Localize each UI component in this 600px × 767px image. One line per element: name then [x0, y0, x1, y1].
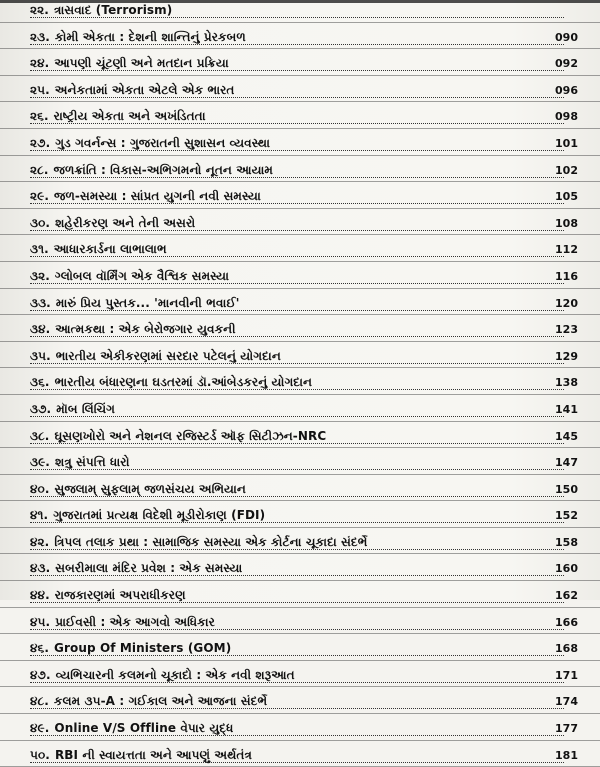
toc-entry-label: પ્રાઈવસી : એક આગવો અધિકાર	[55, 614, 215, 629]
toc-entry-label: જળક્રાંતિ : વિકાસ-અભિગમનો નૂતન આયામ	[53, 162, 274, 177]
toc-entry-number: ૪૮.	[30, 694, 49, 709]
toc-entry-number: ૨૪.	[30, 56, 50, 71]
toc-entry-label: ગુડ ગવર્નન્સ : ગુજરાતની સુશાસન વ્યવસ્થા	[55, 135, 271, 150]
toc-entry	[0, 714, 600, 741]
toc-entry-title	[30, 3, 172, 18]
toc-entry-page-number: 123	[555, 323, 578, 337]
toc-entry-title	[30, 296, 240, 311]
toc-entry-title	[30, 641, 231, 656]
toc-entry	[0, 49, 600, 76]
toc-entry	[0, 23, 600, 50]
toc-entry-label: કોમી એકતા : દેશની શાન્તિનું પ્રેરકબળ	[54, 29, 246, 44]
toc-entry	[0, 0, 600, 23]
toc-entry-label: જળ-સમસ્યા : સાંપ્રત યુગની નવી સમસ્યા	[54, 189, 261, 204]
toc-entry	[0, 608, 600, 635]
toc-entry	[0, 129, 600, 156]
toc-entry	[0, 102, 600, 129]
toc-entry-label: ત્રાસવાદ (Terrorism)	[53, 3, 173, 17]
toc-entry	[0, 687, 600, 714]
toc-entry-number: ૨૨.	[30, 3, 49, 17]
toc-entry-number: ૪૯.	[30, 721, 50, 736]
toc-entry-label: રાજકારણમાં અપરાધીકરણ	[54, 588, 186, 603]
toc-entry-title	[30, 429, 326, 444]
toc-entry	[0, 554, 600, 581]
toc-entry	[0, 581, 600, 608]
toc-entry-label: મારું પ્રિય પુસ્તક... 'માનવીની ભવાઈ'	[55, 295, 240, 310]
toc-entry-number: ૩૯.	[30, 455, 50, 470]
toc-entry-number: ૪૭.	[30, 667, 51, 682]
toc-entry-page-number: 177	[555, 722, 578, 736]
toc-entry-label: RBI ની સ્વાયત્તતા અને આપણું અર્થતંત્ર	[54, 747, 252, 762]
toc-entry-number: ૩૧.	[30, 242, 49, 257]
toc-entry-page-number: 147	[555, 456, 578, 470]
toc-entry-number: ૪૦.	[30, 481, 50, 496]
toc-entry-label: શહેરીકરણ અને તેની અસરો	[55, 215, 196, 230]
toc-entry-label: અનેકતામાં એકતા એટલે એક ભારત	[54, 82, 235, 97]
toc-entry-page-number: 160	[555, 562, 578, 576]
toc-entry-label: વ્યભિચારની કલમનો ચૂકાદો : એક નવી શરૂઆત	[55, 667, 295, 682]
toc-entry-number: ૨૯.	[30, 189, 50, 204]
toc-entry-label: આપણી ચૂંટણી અને મતદાન પ્રક્રિયા	[54, 56, 229, 71]
toc-entry-number: ૪૩.	[30, 561, 51, 576]
toc-entry-title	[30, 242, 167, 257]
toc-entry-page-number: 150	[555, 482, 578, 496]
toc-entry-number: ૫૦.	[30, 747, 50, 762]
toc-entry	[0, 395, 600, 422]
toc-entry	[0, 475, 600, 502]
toc-entry	[0, 368, 600, 395]
toc-entry-number: ૪૪.	[30, 588, 50, 603]
toc-entry-number: ૪૬.	[30, 641, 50, 656]
toc-entry-title	[30, 482, 246, 497]
toc-entry-page-number: 102	[555, 163, 578, 177]
toc-entry-title	[30, 402, 115, 417]
toc-entry-page-number: 116	[555, 269, 578, 283]
toc-entry-page-number: 108	[555, 216, 578, 230]
toc-entry-number: ૨૮.	[30, 162, 49, 177]
toc-entry-page-number: 181	[555, 748, 578, 762]
toc-entry-label: ગ્લોબલ વૉર્મિંગ એક વૈશ્વિક સમસ્યા	[54, 268, 230, 283]
toc-entry-label: સુજલામ્ સુફલામ્ જળસંચય અભિયાન	[54, 481, 246, 496]
toc-entry-title	[30, 535, 367, 550]
toc-entry-label: ભારતીય બંધારણના ઘડતરમાં ડૉ.આંબેડકરનું યોગદાન	[54, 375, 313, 390]
toc-entry-page-number: 141	[555, 402, 578, 416]
toc-entry	[0, 235, 600, 262]
toc-entry-title	[30, 109, 206, 124]
toc-entry-page-number: 096	[555, 83, 578, 97]
toc-entry-title	[30, 508, 265, 523]
toc-entry-number: ૪૨.	[30, 534, 50, 549]
toc-entry	[0, 448, 600, 475]
toc-entry-label: શત્રુ સંપત્તિ ધારો	[54, 455, 130, 470]
toc-entry-label: કલમ ૩૫-A : ગઈકાલ અને આજના સંદર્ભે	[53, 694, 268, 709]
toc-entry-label: Group Of Ministers (GOM)	[54, 641, 232, 656]
toc-entry-label: આધારકાર્ડના લાભાલાભ	[53, 242, 167, 257]
toc-entry	[0, 209, 600, 236]
toc-entry-label: મૉબ લિંચિંગ	[56, 401, 116, 416]
toc-entry-title	[30, 83, 234, 98]
toc-entry-number: ૩૦.	[30, 215, 51, 230]
toc-entry-title	[30, 561, 242, 576]
toc-entry-page-number: 162	[555, 589, 578, 603]
toc-entry-title	[30, 136, 270, 151]
toc-entry-page-number: 090	[555, 30, 578, 44]
toc-entry-label: આત્મકથા : એક બેરોજગાર યુવકની	[55, 322, 236, 337]
toc-entry-label: Online V/S Offline વેપાર યુદ્ધ	[54, 721, 234, 736]
toc-entry-number: ૩૮.	[30, 428, 50, 443]
toc-entry	[0, 661, 600, 688]
toc-entry-page-number: 105	[555, 190, 578, 204]
toc-entry-page-number: 168	[555, 642, 578, 656]
toc-entry-page-number: 098	[555, 110, 578, 124]
toc-entry-page-number: 138	[555, 376, 578, 390]
toc-entry-title	[30, 56, 229, 71]
toc-entry-title	[30, 269, 229, 284]
toc-entry-title	[30, 189, 261, 204]
toc-entry	[0, 741, 600, 767]
toc-entry-page-number: 092	[555, 57, 578, 71]
toc-entry-number: ૩૬.	[30, 375, 50, 390]
toc-entry-number: ૩૩.	[30, 295, 51, 310]
toc-entry-page-number: 174	[555, 695, 578, 709]
toc-entry-label: સબરીમાલા મંદિર પ્રવેશ : એક સમસ્યા	[55, 561, 243, 576]
toc-entry	[0, 501, 600, 528]
toc-entry-page-number: 129	[555, 349, 578, 363]
toc-entry-number: ૩૨.	[30, 268, 50, 283]
toc-entry	[0, 76, 600, 103]
toc-entry-title	[30, 30, 246, 45]
toc-entry-label: ગુજરાતમાં પ્રત્યક્ષ વિદેશી મૂડીરોકાણ (FDI)	[53, 508, 266, 523]
toc-entry	[0, 262, 600, 289]
toc-entry-number: ૨૩.	[30, 29, 50, 44]
toc-entry-number: ૨૬.	[30, 109, 49, 124]
toc-entry-number: ૨૫.	[30, 82, 50, 97]
toc-entry-page-number: 166	[555, 615, 578, 629]
toc-entry-page-number: 152	[555, 509, 578, 523]
toc-entry	[0, 182, 600, 209]
toc-entry	[0, 422, 600, 449]
toc-entry	[0, 634, 600, 661]
toc-entry	[0, 342, 600, 369]
toc-entry-title	[30, 694, 267, 709]
toc-entry	[0, 156, 600, 183]
toc-entry-title	[30, 349, 281, 364]
toc-entry-label: રાષ્ટ્રીય એકતા અને અખંડિતતા	[53, 109, 206, 124]
toc-entry-number: ૨૭.	[30, 135, 51, 150]
toc-entry-label: ભારતીય એકીકરણમાં સરદાર પટેલનું યોગદાન	[55, 348, 281, 363]
toc-entry	[0, 315, 600, 342]
toc-entry-title	[30, 668, 295, 683]
toc-entry-page-number: 145	[555, 429, 578, 443]
toc-entry-number: ૪૧.	[30, 508, 49, 523]
toc-entry-title	[30, 721, 233, 736]
toc-entry-title	[30, 163, 273, 178]
toc-entry-title	[30, 748, 252, 763]
toc-entry-title	[30, 216, 195, 231]
toc-entry-label: ત્રિપલ તલાક પ્રથા : સામાજિક સમસ્યા એક કોર્ટના ચૂકાદા સંદર્ભે	[54, 534, 368, 549]
toc-entry-page-number: 158	[555, 535, 578, 549]
toc-entry-number: ૩૪.	[30, 322, 51, 337]
toc-entry-page-number: 112	[555, 243, 578, 257]
toc-entry-page-number: 120	[555, 296, 578, 310]
toc-entry-title	[30, 322, 236, 337]
toc-entry-number: ૩૭.	[30, 401, 52, 416]
toc-entry-title	[30, 615, 215, 630]
toc-entry	[0, 528, 600, 555]
toc-entry-title	[30, 455, 130, 470]
toc-entry	[0, 289, 600, 316]
toc-entry-number: ૩૫.	[30, 348, 51, 363]
toc-entry-title	[30, 588, 186, 603]
toc-entry-title	[30, 375, 312, 390]
toc-entry-page-number: 101	[555, 136, 578, 150]
toc-entry-label: ઘૂસણખોરો અને નેશનલ રજિસ્ટર્ડ ઑફ સિટીઝન-NRC	[54, 428, 327, 443]
toc-entry-page-number: 171	[555, 668, 578, 682]
toc-entry-number: ૪૫.	[30, 614, 51, 629]
